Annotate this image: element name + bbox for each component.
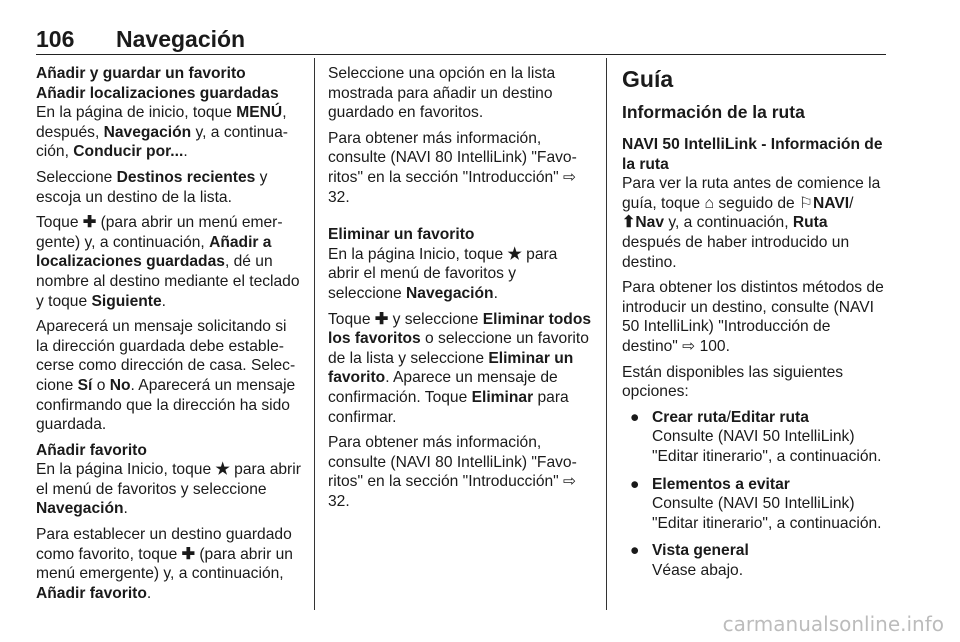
column-2	[328, 64, 592, 517]
page-ref-arrow-icon: ⇨	[563, 473, 577, 491]
paragraph: Para ver la ruta antes de comience la guía, toque ⌂ seguido de ⚐NAVI/ ⬆Nav y, a continuación, Ruta después de haber introducido un destino.	[622, 175, 881, 271]
page-number: 106	[36, 26, 75, 52]
column-3	[622, 64, 890, 588]
paragraph: Para establecer un destino guardado como favorito, toque ✚ (para abrir un menú emergente) y, a continuación, Añadir favorito.	[36, 526, 293, 602]
arrow-up-icon: ⬆	[622, 214, 636, 232]
paragraph: Están disponibles las siguientes opciones:	[622, 363, 844, 401]
star-icon: ★	[215, 461, 230, 479]
paragraph: Seleccione una opción en la lista mostrada para añadir un destino guardado en favoritos.	[328, 65, 556, 122]
header-rule	[36, 54, 886, 55]
paragraph: Para obtener los distintos métodos de introducir un destino, consulte (NAVI 50 IntelliLink) "Introducción de destino" ⇨ 100.	[622, 279, 884, 355]
list-item: ● Vista general Véase abajo.	[630, 542, 749, 579]
plus-icon: ✚	[181, 545, 196, 563]
home-icon: ⌂	[704, 194, 715, 212]
plus-icon: ✚	[82, 214, 97, 232]
heading-add-saved-locations: Añadir localizaciones guardadas	[36, 84, 279, 102]
plus-icon: ✚	[374, 310, 389, 328]
page-header	[36, 26, 886, 52]
page-ref-arrow-icon: ⇨	[682, 337, 696, 355]
column-divider-1	[314, 58, 315, 610]
column-1	[36, 64, 302, 609]
section-title: Navegación	[116, 26, 246, 52]
column-divider-2	[606, 58, 607, 610]
list-item: ● Elementos a evitar Consulte (NAVI 50 IntelliLink) "Editar itinerario", a continuación.	[630, 475, 882, 532]
paragraph: Toque ✚ (para abrir un menú emer‐ gente) y, a continuación, Añadir a localizaciones guardadas, dé un nombre al destino mediante el teclado y toque Siguiente.	[36, 214, 300, 310]
star-icon: ★	[507, 245, 522, 263]
heading-add-save-favorite: Añadir y guardar un favorito	[36, 65, 246, 82]
paragraph: Para obtener más información, consulte (NAVI 80 IntelliLink) "Favo‐ ritos" en la sección "Introducción" ⇨ 32.	[328, 129, 577, 206]
bullet-icon: ●	[630, 542, 640, 560]
heading-add-favorite: Añadir favorito	[36, 441, 147, 459]
page-ref-arrow-icon: ⇨	[563, 168, 577, 186]
heading-delete-favorite: Eliminar un favorito	[328, 226, 475, 244]
paragraph: Seleccione Destinos recientes y escoja un destino de la lista.	[36, 168, 268, 206]
paragraph: En la página Inicio, toque ★ para abrir el menú de favoritos y seleccione Navegación.	[328, 245, 558, 302]
list-item: ● Crear ruta/Editar ruta Consulte (NAVI 50 IntelliLink) "Editar itinerario", a continuación.	[630, 408, 882, 465]
flag-icon: ⚐	[799, 194, 813, 212]
paragraph: Toque ✚ y seleccione Eliminar todos los favoritos o seleccione un favorito de la lista y seleccione Eliminar un favorito. Aparece un mensaje de confirmación. Toque Eliminar para confirmar.	[328, 310, 592, 426]
heading-navi50-route-info: NAVI 50 IntelliLink - Información de la ruta	[622, 136, 883, 173]
paragraph: Para obtener más información, consulte (NAVI 80 IntelliLink) "Favo‐ ritos" en la sección "Introducción" ⇨ 32.	[328, 434, 577, 510]
paragraph: En la página de inicio, toque MENÚ, después, Navegación y, a continua‐ ción, Conducir por....	[36, 104, 288, 161]
watermark: carmanualsonline.info	[722, 612, 944, 636]
heading-guia: Guía	[622, 66, 674, 92]
heading-route-info: Información de la ruta	[622, 102, 805, 122]
bullet-icon: ●	[630, 475, 640, 493]
bullet-icon: ●	[630, 408, 640, 426]
paragraph: Aparecerá un mensaje solicitando si la dirección guardada debe estable‐ cerse como dirección de casa. Selec‐ cione Sí o No. Aparecerá un mensaje confirmando que la dirección ha sido guardada.	[36, 318, 296, 434]
paragraph: En la página Inicio, toque ★ para abrir el menú de favoritos y seleccione Navegación.	[36, 461, 301, 518]
